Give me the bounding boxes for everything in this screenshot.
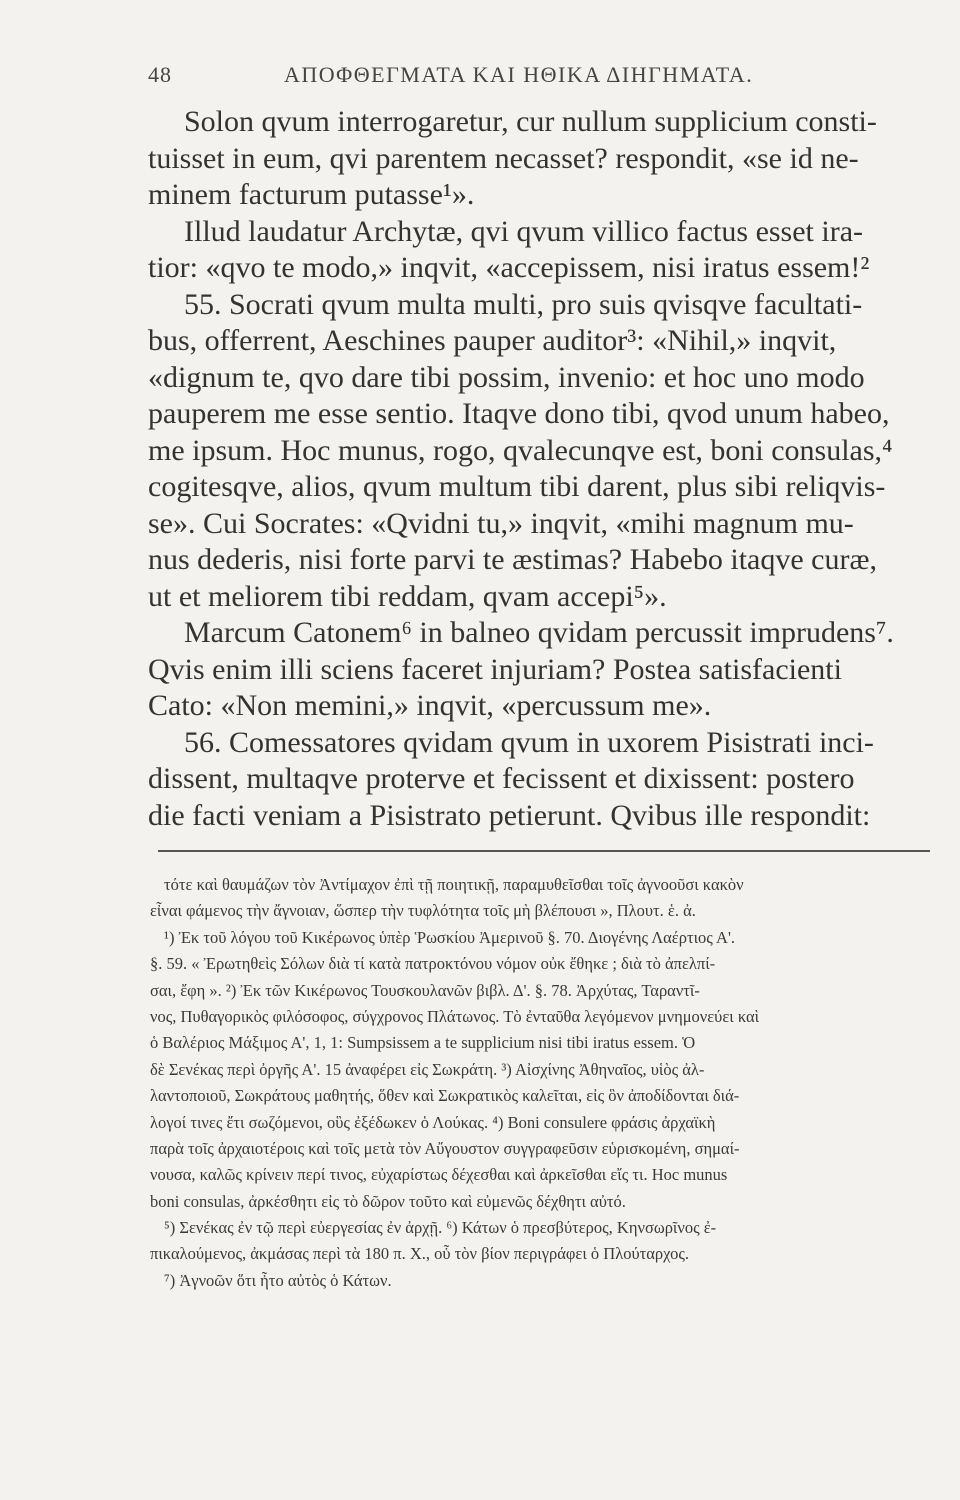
text-line: minem facturum putasse¹».: [148, 178, 475, 211]
footnote-line: boni consulas, ἀρκέσθητι εἰς τὸ δῶρον τοῦτο καὶ εὐμενῶς δέχθητι αὐτό.: [150, 1191, 626, 1211]
text-line: tuisset in eum, qvi parentem necasset? respondit, «se id ne-: [148, 141, 859, 175]
text-line: pauperem me esse sentio. Itaqve dono tibi, qvod unum habeo,: [148, 397, 890, 430]
footnote-line: παρὰ τοῖς ἀρχαιοτέροις καὶ τοῖς μετὰ τὸν Αὔγουστον συγγραφεῦσιν εὑρισκομένη, σημαί-: [150, 1138, 740, 1158]
running-title: ΑΠΟΦΘΕΓΜΑΤΑ ΚΑΙ ΗΘΙΚΑ ΔΙΗΓΗΜΑΤΑ.: [284, 62, 754, 87]
footnote-line: τότε καὶ θαυμάζων τὸν Ἀντίμαχον ἐπὶ τῇ ποιητικῇ, παραμυθεῖσθαι τοῖς ἀγνοοῦσι κακὸν: [164, 875, 744, 894]
footnote-divider: [158, 850, 930, 852]
text-line: ut et meliorem tibi reddam, qvam accepi⁵».: [148, 579, 667, 613]
text-line: bus, offerrent, Aeschines pauper auditor³: «Nihil,» inqvit,: [148, 324, 837, 357]
text-line: Cato: «Non memini,» inqvit, «percussum me».: [148, 689, 712, 722]
text-line: me ipsum. Hoc munus, rogo, qvalecunqve est, boni consulas,⁴: [148, 433, 893, 467]
text-line: «dignum te, qvo dare tibi possim, invenio: et hoc uno modo: [148, 360, 865, 394]
text-line: cogitesqve, alios, qvum multum tibi darent, plus sibi reliqvis-: [148, 470, 886, 503]
footnote-line: λαντοποιοῦ, Σωκράτους μαθητής, ὅθεν καὶ Σωκρατικὸς καλεῖται, εἰς ὃν ἀποδίδονται διά-: [150, 1086, 740, 1106]
footnote-line: εἶναι φάμενος τὴν ἄγνοιαν, ὥσπερ τὴν τυφλότητα τοῖς μὴ βλέπουσι », Πλουτ. ἑ. ἀ.: [150, 901, 696, 921]
text-line: Illud laudatur Archytæ, qvi qvum villico factus esset ira-: [184, 214, 864, 248]
footnote-line: ⁷) Ἀγνοῶν ὅτι ἦτο αὐτὸς ὁ Κάτων.: [164, 1270, 392, 1290]
footnote-line: δὲ Σενέκας περὶ ὀργῆς Α'. 15 ἀναφέρει εἰς Σωκράτη. ³) Αἰσχίνης Ἀθηναῖος, υἱὸς ἀλ-: [150, 1059, 705, 1079]
footnotes: [150, 872, 940, 1294]
text-line: die facti veniam a Pisistrato petierunt. Qvibus ille respondit:: [148, 798, 871, 832]
footnote-line: σαι, ἔφη ». ²) Ἐκ τῶν Κικέρωνος Τουσκουλανῶν βιβλ. Δ'. §. 78. Ἀρχύτας, Ταραντῖ-: [150, 980, 700, 1000]
text-line: dissent, multaqve proterve et fecissent et dixissent: postero: [148, 762, 855, 795]
text-line: 55. Socrati qvum multa multi, pro suis qvisqve facultati-: [184, 287, 863, 321]
footnote-line: λογοί τινες ἔτι σωζόμενοι, οὓς ἐξέδωκεν ὁ Λούκας. ⁴) Boni consulere φράσις ἀρχαϊκὴ: [150, 1112, 716, 1132]
footnote-line: πικαλούμενος, ἀκμάσας περὶ τὰ 180 π. Χ., οὗ τὸν βίον περιγράφει ὁ Πλούταρχος.: [150, 1244, 690, 1264]
text-line: 56. Comessatores qvidam qvum in uxorem Pisistrati inci-: [184, 725, 874, 759]
footnote-line: ⁵) Σενέκας ἐν τῷ περὶ εὐεργεσίας ἐν ἀρχῇ. ⁶) Κάτων ὁ πρεσβύτερος, Κηνσωρῖνος ἐ-: [164, 1218, 717, 1238]
main-text: [148, 104, 940, 834]
footnote-line: §. 59. « Ἐρωτηθεὶς Σόλων διὰ τί κατὰ πατροκτόνου νόμον οὐκ ἔθηκε ; διὰ τὸ ἀπελπί-: [150, 954, 716, 974]
page-number: 48: [148, 62, 172, 87]
footnote-line: ὁ Βαλέριος Μάξιμος Α', 1, 1: Sumpsissem a te supplicium nisi tibi iratus essem. Ὁ: [150, 1033, 696, 1053]
text-line: Qvis enim illi sciens faceret injuriam? Postea satisfacienti: [148, 652, 842, 686]
text-line: tior: «qvo te modo,» inqvit, «accepissem, nisi iratus essem!²: [148, 251, 870, 284]
text-line: nus dederis, nisi forte parvi te æstimas? Habebo itaqve curæ,: [148, 543, 877, 576]
text-line: se». Cui Socrates: «Qvidni tu,» inqvit, «mihi magnum mu-: [148, 506, 854, 540]
footnote-line: νουσα, καλῶς κρίνειν περί τινος, εὐχαρίστως δέχεσθαι καὶ ἀρκεῖσθαι εἴς τι. Hoc munus: [150, 1165, 728, 1185]
text-line: Solon qvum interrogaretur, cur nullum supplicium consti-: [184, 105, 877, 138]
footnote-line: ¹) Ἐκ τοῦ λόγου τοῦ Κικέρωνος ὑπὲρ Ῥωσκίου Ἀμερινοῦ §. 70. Διογένης Λαέρτιος Α'.: [164, 927, 736, 947]
text-line: Marcum Catonem⁶ in balneo qvidam percussit imprudens⁷.: [184, 616, 894, 649]
footnote-line: νος, Πυθαγορικὸς φιλόσοφος, σύγχρονος Πλάτωνος. Τὸ ἐνταῦθα λεγόμενον μνημονεύει καὶ: [150, 1006, 760, 1026]
